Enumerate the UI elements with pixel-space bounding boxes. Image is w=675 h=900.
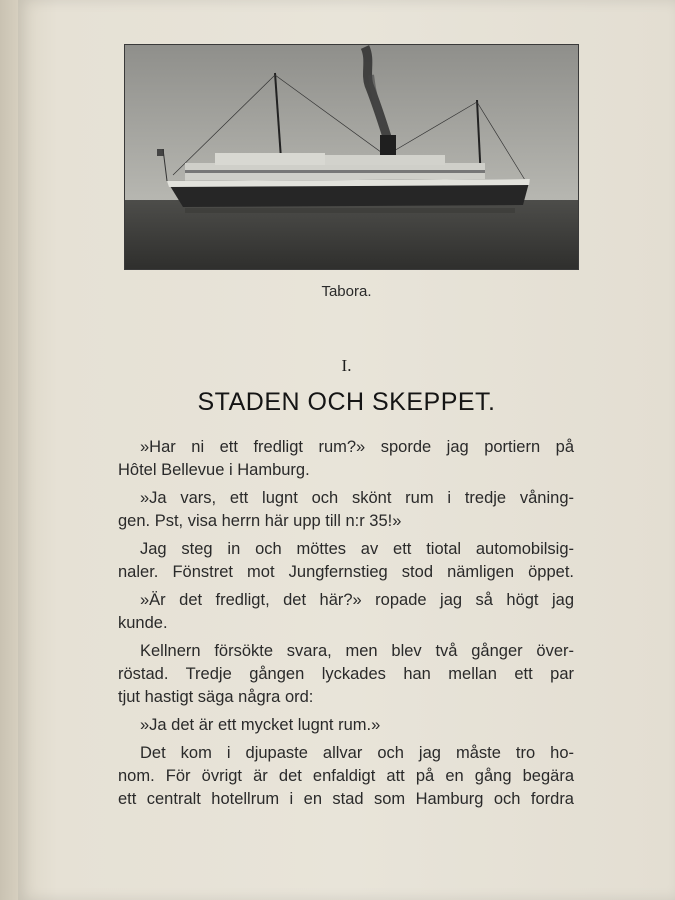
text-line: »Ja det är ett mycket lugnt rum.» [140,716,381,734]
chapter-title: STADEN OCH SKEPPET. [197,388,496,416]
text-line: tjut hastigt säga några ord: [118,688,314,706]
paragraph [118,538,574,584]
paragraph [118,714,574,737]
text-line: Det kom i djupaste allvar och jag måste tro ho- [140,744,574,762]
text-line: röstad. Tredje gången lyckades han mellan ett par [118,665,574,683]
paragraph [118,589,574,635]
text-line: Hôtel Bellevue i Hamburg. [118,461,310,479]
chapter-number: I. [341,356,352,375]
page-binding-edge [0,0,18,900]
text-line: »Har ni ett fredligt rum?» sporde jag portiern på [140,438,574,456]
paragraph [118,487,574,533]
text-line: gen. Pst, visa herrn här upp till n:r 35!» [118,512,402,530]
paragraph [118,640,574,709]
paragraph [118,742,574,811]
text-line: naler. Fönstret mot Jungfernstieg stod nämligen öppet. [118,563,574,581]
text-line: kunde. [118,614,168,632]
ship-photograph [124,44,579,270]
figure-caption: Tabora. [321,283,372,300]
text-line: ett centralt hotellrum i en stad som Hamburg och fordra [118,790,574,808]
text-line: nom. För övrigt är det enfaldigt att på en gång begära [118,767,574,785]
book-page [18,0,675,900]
text-line: »Är det fredligt, det här?» ropade jag så högt jag [140,591,574,609]
body-text [118,436,574,811]
text-line: Jag steg in och möttes av ett tiotal automobilsig- [140,540,574,558]
paragraph [118,436,574,482]
text-line: Kellnern försökte svara, men blev två gånger över- [140,642,574,660]
text-line: »Ja vars, ett lugnt och skönt rum i tredje våning- [140,489,574,507]
